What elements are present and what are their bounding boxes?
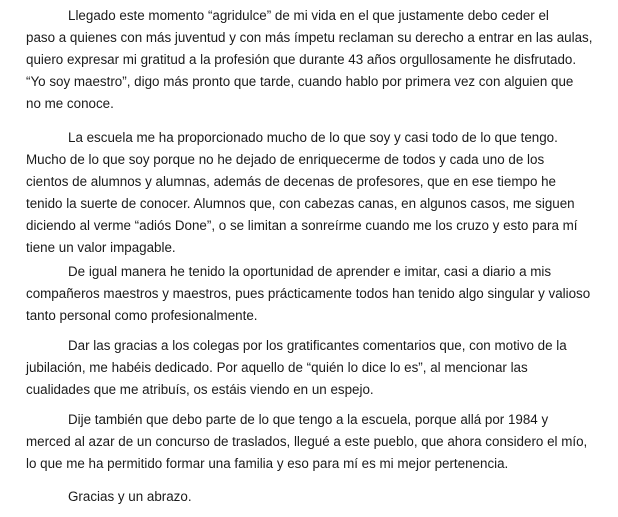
text-line: Dije también que debo parte de lo que tengo a la escuela, porque allá por 1984 y <box>68 412 549 427</box>
text-line: Llegado este momento “agridulce” de mi vida en el que justamente debo ceder el <box>68 8 549 23</box>
text-line: no me conoce. <box>26 96 114 111</box>
text-line: De igual manera he tenido la oportunidad de aprender e imitar, casi a diario a mis <box>68 264 552 279</box>
paragraph-thanks-comments <box>26 335 612 401</box>
text-line: diciendo al verme “adiós Done”, o se limitan a sonreírme cuando me los cruzo y esto para mí <box>26 218 578 233</box>
text-line: Mucho de lo que soy porque no he dejado de enriquecerme de todos y cada uno de los <box>26 152 545 167</box>
text-line: Dar las gracias a los colegas por los gratificantes comentarios que, con motivo de la <box>68 338 567 353</box>
text-line: merced al azar de un concurso de traslados, llegué a este pueblo, que ahora considero el mío, <box>26 434 588 449</box>
text-line: “Yo soy maestro”, digo más pronto que tarde, cuando hablo por primera vez con alguien que <box>26 74 574 89</box>
text-line: tiene un valor impagable. <box>26 240 176 255</box>
paragraph-town <box>26 409 612 475</box>
text-line: tanto personal como profesionalmente. <box>26 308 258 323</box>
paragraph-closing <box>26 486 612 508</box>
text-line: cualidades que me atribuís, os estáis viendo en un espejo. <box>26 382 374 397</box>
text-line: quiero expresar mi gratitud a la profesión que durante 43 años orgullosamente he disfrutado. <box>26 52 577 67</box>
text-line: lo que me ha permitido formar una familia y eso para mí es mi mejor pertenencia. <box>26 456 509 471</box>
paragraph-gratitude-intro <box>26 5 612 115</box>
text-line: jubilación, me habéis dedicado. Por aquello de “quién lo dice lo es”, al mencionar las <box>26 360 528 375</box>
text-line: La escuela me ha proporcionado mucho de lo que soy y casi todo de lo que tengo. <box>68 130 558 145</box>
text-line: compañeros maestros y maestros, pues prácticamente todos han tenido algo singular y valioso <box>26 286 591 301</box>
text-line: cientos de alumnos y alumnas, además de decenas de profesores, que en ese tiempo he <box>26 174 557 189</box>
paragraph-colleagues <box>26 261 612 327</box>
paragraph-school <box>26 127 612 259</box>
text-line: paso a quienes con más juventud y con más ímpetu reclaman su derecho a entrar en las aulas, <box>26 30 593 45</box>
text-line: Gracias y un abrazo. <box>68 489 192 504</box>
text-line: tenido la suerte de conocer. Alumnos que, con cabezas canas, en algunos casos, me siguen <box>26 196 575 211</box>
